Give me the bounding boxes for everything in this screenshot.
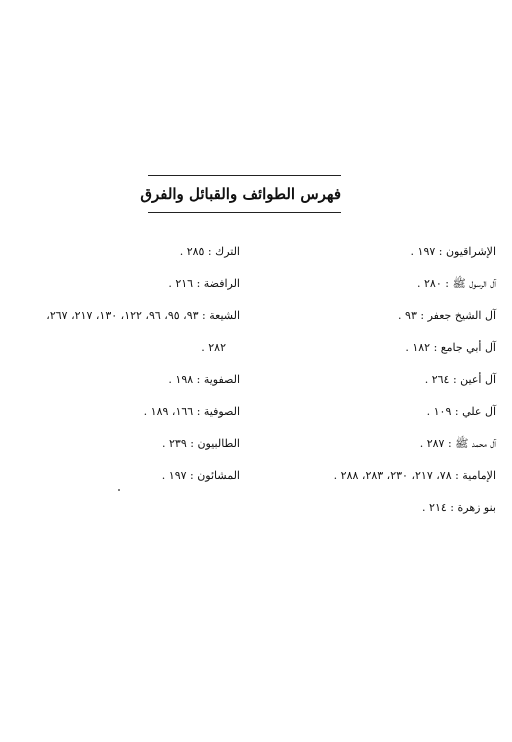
- index-entry: [417, 277, 496, 291]
- index-entry: [46, 309, 240, 323]
- entry-name: الترك :: [207, 245, 240, 258]
- entry-name: آل علي :: [454, 405, 496, 418]
- entry-pages: ١٠٩ .: [426, 405, 452, 418]
- entry-pages: ٩٣ .: [398, 309, 417, 322]
- entry-pages: ٢٦٤ .: [424, 373, 450, 386]
- index-entry: [334, 469, 496, 483]
- index-entry: [144, 405, 240, 419]
- entry-name: الطالبيون :: [190, 437, 240, 450]
- entry-pages: ٢٨٠ .: [417, 277, 442, 290]
- entry-pages: ٢١٦ .: [168, 277, 194, 290]
- entry-pages: ١٩٧ .: [410, 245, 436, 258]
- entry-pages: ٢١٤ .: [422, 501, 447, 514]
- entry-name: الصوفية :: [196, 405, 240, 418]
- index-entry: [425, 373, 496, 387]
- page-title: فهرس الطوائف والقبائل والفرق: [140, 185, 341, 203]
- title-top-rule: [148, 175, 341, 176]
- entry-name: آل الشيخ جعفر :: [420, 309, 496, 322]
- entry-pages: ١٩٨ .: [168, 373, 194, 386]
- index-entry: [180, 245, 240, 259]
- entry-name: الإمامية :: [455, 469, 496, 482]
- entry-name: الإشراقيون :: [438, 245, 496, 258]
- entry-pages: ١٩٧ .: [161, 469, 187, 482]
- entry-name: آل أبي جامع :: [433, 341, 496, 354]
- entry-pages: ٢٨٥ .: [179, 245, 205, 258]
- entry-pages: ١٨٢ .: [405, 341, 431, 354]
- title-bottom-rule: [148, 212, 341, 213]
- entry-pages: ١٦٦، ١٨٩ .: [143, 405, 194, 418]
- index-entry: [427, 405, 496, 419]
- entry-name: المشائون :: [190, 469, 240, 482]
- index-entry: [420, 437, 496, 451]
- index-entry: [168, 373, 240, 387]
- entry-name: آل الرسول ﷺ :: [445, 277, 496, 290]
- index-entry-continuation: [201, 341, 226, 355]
- entry-name: آل أعين :: [452, 373, 496, 386]
- index-entry: [422, 501, 496, 515]
- index-entry: [411, 245, 496, 259]
- index-entry: [398, 309, 496, 323]
- index-entry: [162, 437, 240, 451]
- entry-pages: ٧٨، ٢١٧، ٢٣٠، ٢٨٣، ٢٨٨ .: [333, 469, 452, 482]
- entry-name: الرافضة :: [196, 277, 240, 290]
- entry-name: بنو زهرة :: [450, 501, 496, 514]
- index-entry: [405, 341, 496, 355]
- entry-pages: ٢٨٢ .: [201, 341, 226, 354]
- index-entry: [168, 277, 240, 291]
- index-entry: [162, 469, 240, 483]
- entry-pages: ٢٨٧ .: [419, 437, 445, 450]
- entry-name: الشيعة :: [202, 309, 240, 322]
- entry-name: الصفوية :: [196, 373, 240, 386]
- scan-speck: [118, 489, 120, 491]
- entry-pages: ٩٣، ٩٥، ٩٦، ١٢٢، ١٣٠، ٢١٧، ٢٦٧،: [46, 309, 199, 322]
- entry-pages: ٢٣٩ .: [162, 437, 187, 450]
- entry-name: آل محمد ﷺ :: [447, 437, 496, 450]
